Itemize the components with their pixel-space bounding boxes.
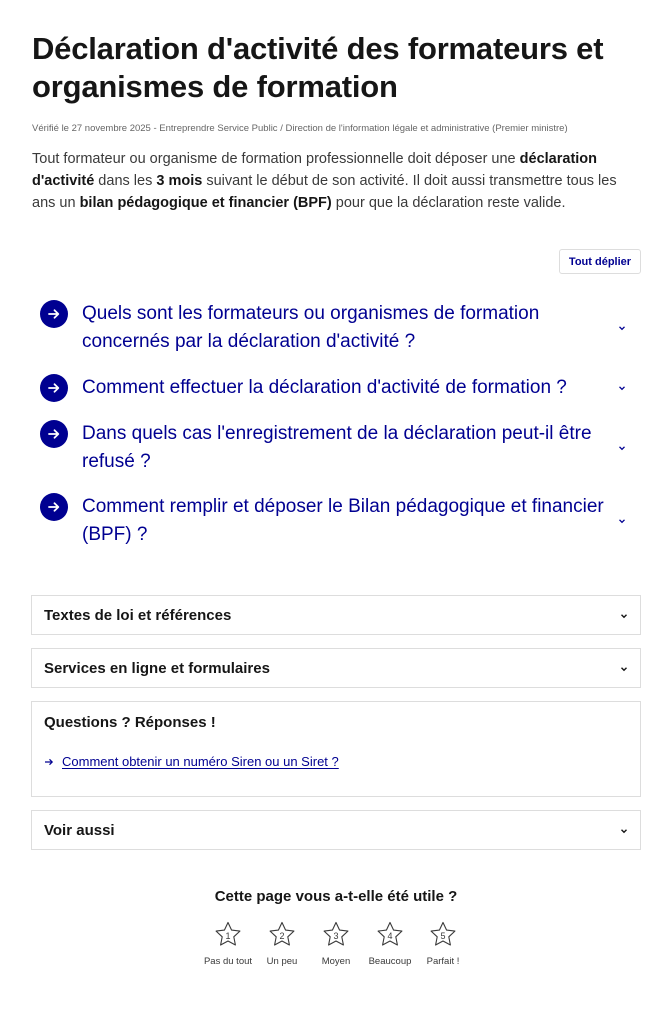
faq-question: Comment remplir et déposer le Bilan pédagogique et financier (BPF) ? [82, 496, 604, 545]
siren-siret-link[interactable] [44, 754, 339, 769]
rating-number: 4 [387, 931, 393, 941]
panel-see-also[interactable] [31, 810, 641, 850]
faq-question: Comment effectuer la déclaration d'activité de formation ? [82, 377, 567, 398]
arrow-right-icon [40, 300, 68, 328]
rating-1[interactable] [198, 920, 258, 967]
rating-label: Pas du tout [203, 956, 253, 967]
panel-title: Questions ? Réponses ! [44, 714, 216, 731]
star-icon [428, 920, 458, 950]
rating-5[interactable] [413, 920, 473, 967]
page-title: Déclaration d'activité des formateurs et organismes de formation [32, 31, 604, 104]
rating-2[interactable] [252, 920, 312, 967]
rating-label: Parfait ! [426, 956, 460, 967]
faq-question: Quels sont les formateurs ou organismes de formation concernés par la déclaration d'activité ? [82, 303, 540, 352]
panel-services[interactable] [31, 648, 641, 688]
star-icon [375, 920, 405, 950]
chevron-down-icon [618, 663, 630, 675]
rating-number: 5 [440, 931, 446, 941]
panel-laws[interactable] [31, 595, 641, 635]
verified-date: Vérifié le 27 novembre 2025 - Entreprendre Service Public / Direction de l'information légale et administrative (Premier ministre) [32, 123, 568, 134]
chevron-down-icon [616, 515, 628, 527]
panel-title: Voir aussi [44, 822, 115, 839]
star-icon [213, 920, 243, 950]
panel-title: Services en ligne et formulaires [44, 660, 270, 677]
faq-question: Dans quels cas l'enregistrement de la déclaration peut-il être refusé ? [82, 423, 592, 472]
rating-number: 1 [225, 931, 231, 941]
arrow-right-icon [40, 374, 68, 402]
arrow-right-icon [40, 420, 68, 448]
rating-label: Un peu [266, 956, 298, 967]
faq-item[interactable] [40, 493, 640, 549]
rating-3[interactable] [306, 920, 366, 967]
chevron-down-icon [618, 610, 630, 622]
panel-qa [31, 701, 641, 797]
rating-label: Beaucoup [368, 956, 412, 967]
rating-number: 3 [333, 931, 339, 941]
rating-4[interactable] [360, 920, 420, 967]
expand-all-button[interactable]: Tout déplier [559, 249, 641, 274]
faq-item[interactable] [40, 420, 640, 476]
panel-title: Textes de loi et références [44, 607, 232, 624]
chevron-down-icon [616, 382, 628, 394]
intro-paragraph: Tout formateur ou organisme de formation professionnelle doit déposer une déclaration d'activité dans les 3 mois suivant le début de son activité. Il doit aussi transmettre tous les ans un bilan pédagogique et financier (BPF) pour que la déclaration reste valide. [32, 151, 617, 211]
chevron-down-icon [616, 322, 628, 334]
star-icon [321, 920, 351, 950]
link-text: Comment obtenir un numéro Siren ou un Siret ? [62, 754, 339, 769]
faq-item[interactable] [40, 374, 640, 402]
arrow-right-icon [44, 757, 54, 767]
star-icon [267, 920, 297, 950]
arrow-right-icon [40, 493, 68, 521]
chevron-down-icon [616, 442, 628, 454]
faq-item[interactable] [40, 300, 640, 356]
chevron-down-icon [618, 825, 630, 837]
feedback-title: Cette page vous a-t-elle été utile ? [214, 888, 458, 905]
rating-label: Moyen [321, 956, 351, 967]
rating-number: 2 [279, 931, 285, 941]
